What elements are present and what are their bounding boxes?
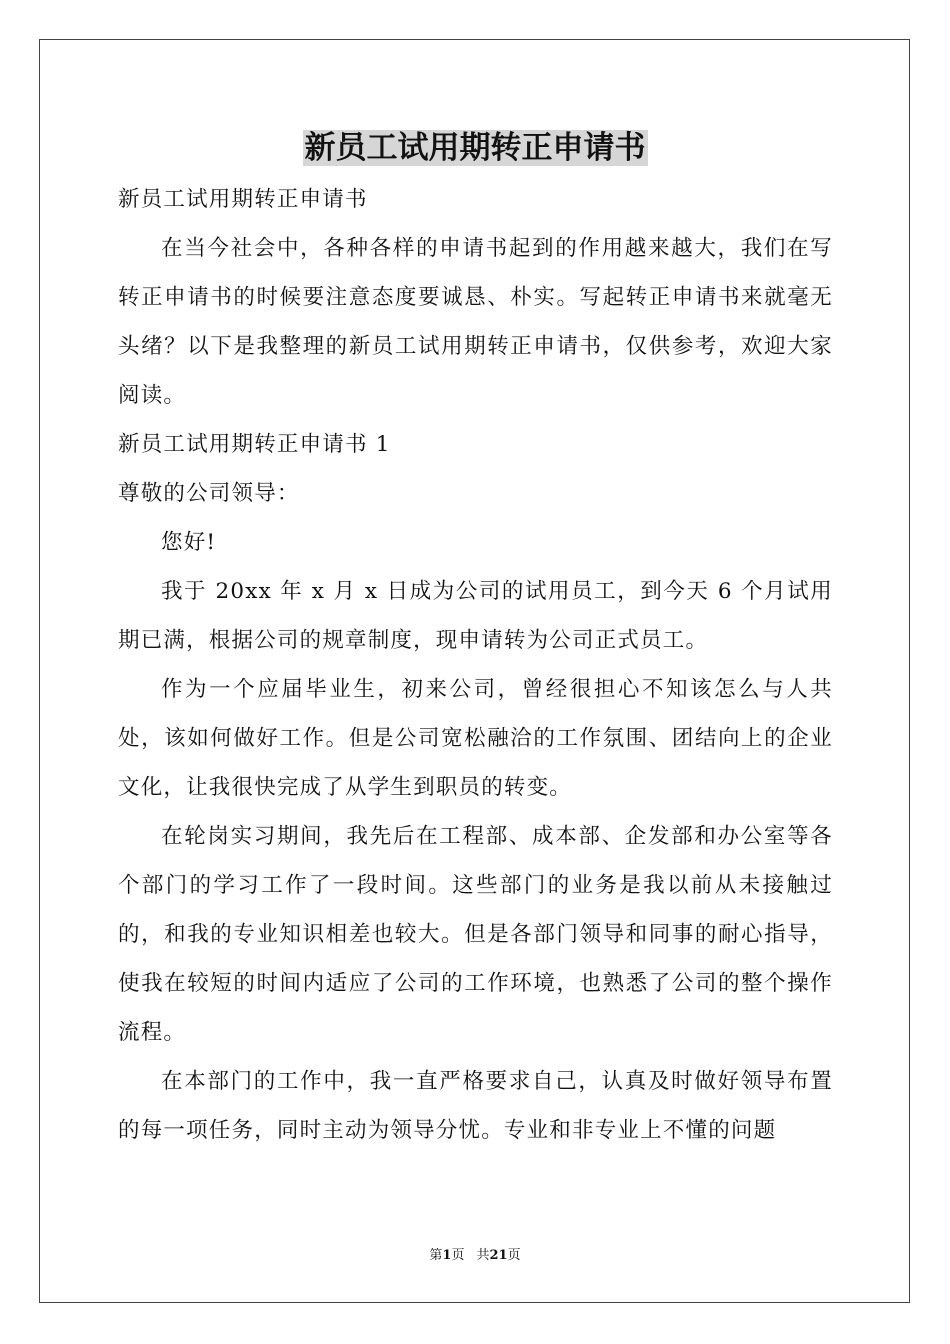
document-title-text: 新员工试用期转正申请书 (304, 130, 646, 166)
document-body (118, 175, 833, 1155)
paragraph: 在当今社会中，各种各样的申请书起到的作用越来越大，我们在写转正申请书的时候要注意态度要诚恳、朴实。写起转正申请书来就毫无头绪？以下是我整理的新员工试用期转正申请书，仅供参考，欢迎大家阅读。 (118, 236, 833, 408)
page-footer (0, 1247, 950, 1265)
page-number: 1 (442, 1248, 452, 1263)
paragraph: 新员工试用期转正申请书 1 (118, 432, 391, 457)
paragraph: 我于 20xx 年 x 月 x 日成为公司的试用员工，到今天 6 个月试用期已满，根据公司的规章制度，现申请转为公司正式员工。 (118, 579, 833, 653)
paragraph: 新员工试用期转正申请书 (118, 187, 368, 212)
total-pages: 21 (489, 1248, 508, 1263)
page-prefix: 第 (429, 1248, 443, 1263)
paragraph: 在本部门的工作中，我一直严格要求自己，认真及时做好领导布置的每一项任务，同时主动为领导分忧。专业和非专业上不懂的问题 (118, 1069, 833, 1143)
total-prefix: 共 (476, 1248, 490, 1263)
total-suffix: 页 (507, 1248, 521, 1263)
paragraph: 作为一个应届毕业生，初来公司，曾经很担心不知该怎么与人共处，该如何做好工作。但是公司宽松融洽的工作氛围、团结向上的企业文化，让我很快完成了从学生到职员的转变。 (118, 677, 833, 800)
page-suffix: 页 (451, 1248, 465, 1263)
paragraph: 尊敬的公司领导： (118, 481, 300, 506)
document-title (0, 126, 950, 170)
paragraph: 您好! (161, 530, 217, 555)
paragraph: 在轮岗实习期间，我先后在工程部、成本部、企发部和办公室等各个部门的学习工作了一段时间。这些部门的业务是我以前从未接触过的，和我的专业知识相差也较大。但是各部门领导和同事的耐心指导，使我在较短的时间内适应了公司的工作环境，也熟悉了公司的整个操作流程。 (118, 824, 833, 1045)
